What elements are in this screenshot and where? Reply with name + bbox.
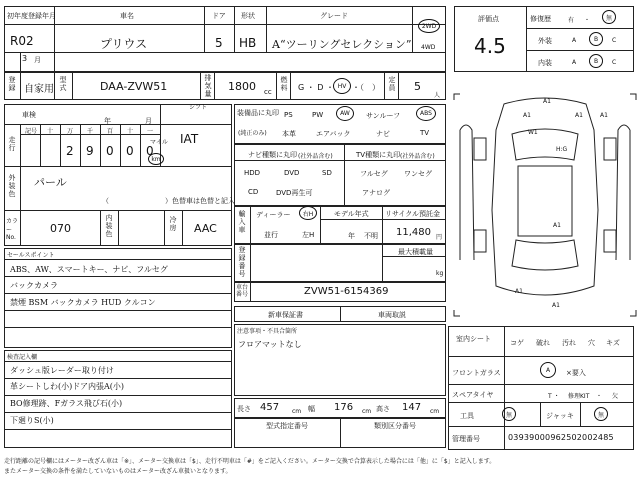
reg-value: 自家用 [24,84,54,95]
max-load-label: 最大積載量 [398,248,433,256]
drive-2wd-circled: 2WD [418,19,440,33]
glass-label: フロントガラス [452,369,501,377]
navi-item: SD [322,169,332,177]
ext-grade-b-circled: B [589,32,603,46]
spare-item: T ・ [548,393,560,400]
first-reg-month: 3 [22,54,28,63]
inspector-line: 下廻りS(小) [10,416,54,425]
equipment-subtitle: (純正のみ) [238,130,267,137]
tools-label: 工具 [460,412,474,420]
mileage-unit-2: 万 [67,128,74,135]
month-unit: 月 [34,56,41,64]
height-value: 147 [402,402,422,413]
import-parallel: 並行 [264,231,278,239]
tv-suffix: (社外品含む) [400,153,435,160]
first-reg-year: R02 [10,34,34,48]
mileage-digit: 0 [126,144,134,158]
int-grade-b-circled: B [589,54,603,68]
int-grade-c: C [612,59,617,66]
interior-label: 内装色 [105,214,113,238]
damage-mark: W1 [528,129,538,136]
import-label: 輸入車 [238,210,246,234]
mgmt-value: 03939000962502002485 [508,433,614,442]
shape-value: HB [239,36,257,50]
inspector-line: BO修理跡、Fガラス飛び石(小) [10,399,123,408]
spare-item: 欠 [612,393,619,400]
equip-pw: PW [312,111,324,119]
inspector-label: 検査記入欄 [7,354,38,361]
inspector-line: ダッシュ版レーダー取り付け [10,366,114,375]
shape-label: 形状 [241,12,255,20]
capacity-unit: 人 [434,92,441,99]
import-left: 左H [302,231,315,239]
mileage-label: 走行 [8,136,16,152]
equip-abs-circled: ABS [416,106,436,121]
notes-label: 注意事項・不具合箇所 [237,328,298,335]
equip-leather: 本革 [282,130,296,138]
int-grade-a: A [572,59,577,66]
exterior-value: パール [34,176,67,189]
tv-label: TV種類に丸印 [356,151,401,159]
recycle-value: 11,480 [396,227,431,238]
navi-item: DVD [284,169,300,177]
frame-num-value: ZVW51-6154369 [304,286,389,297]
model-year-label: モデル年式 [334,210,369,218]
damage-mark: A1 [543,98,551,105]
mileage-digit: 9 [86,144,94,158]
navi-suffix: (社外品含む) [298,153,333,160]
spare-item: ・ [596,393,603,400]
disp-value: 1800 [228,80,256,93]
jack-none-circled: 無 [594,407,608,421]
sales-line: 禁煙 BSM バックカメラ HUD クルコン [10,298,156,307]
int-label: 内装 [538,59,552,67]
tv-item: ワンセグ [404,170,432,178]
km-circled: km [148,153,164,165]
capacity-value: 5 [414,80,421,93]
tv-item: アナログ [362,189,390,197]
inspection-month: 月 [145,117,152,125]
sales-label: セールスポイント [7,252,55,259]
mgmt-label: 管理番号 [452,435,480,443]
damage-mark: A1 [553,222,561,229]
drive-4wd: 4WD [421,44,436,51]
damage-mark: A1 [552,302,560,309]
first-reg-label: 初年度登録年月 [7,12,56,20]
reg-label: 登録 [8,76,16,92]
inspection-label: 車検 [22,111,36,119]
mileage-unit-3: 千 [87,128,94,135]
damage-mark: A1 [515,288,523,295]
import-dealer: ディーラー [256,211,291,219]
mileage-unit-0: 記号 [25,128,38,135]
mileage-digit: 2 [66,144,74,158]
grade-value: A“ツーリングセレクション” [272,38,412,51]
exterior-label: 外装色 [8,174,16,198]
width-unit: cm [362,408,372,415]
room-item: コゲ [510,339,524,347]
equip-tv: TV [420,129,430,137]
disp-label: 排気量 [204,74,212,98]
fuel-label: 燃料 [280,76,288,92]
height-unit: cm [430,408,440,415]
shift-value: IAT [180,132,199,146]
repair-label: 修復歴 [530,15,551,23]
recycle-label: リサイクル預託金 [385,210,441,218]
footer-line-1: 走行距離の記号欄にはメーター改ざん車は「※」、メーター交換車は「$」、走行不明車は「#」をご記入ください。メーター交換で合算表示した場合には「他」に「$」と記入します。 [4,458,496,465]
fuel-hv-circled: HV [333,78,351,94]
glass-x: ×要入 [566,369,586,377]
ac-label: 冷房 [169,216,177,232]
width-label: 幅 [308,405,315,413]
mileage-digit: 0 [106,144,114,158]
damage-mark: H:G [556,146,568,153]
exterior-change-note: （ ）色替車は色替と記入 [102,197,235,205]
navi-item: DVD再生可 [276,189,313,197]
sales-line: ABS、AW、スマートキー、ナビ、フルセグ [10,265,168,274]
capacity-label: 定員 [388,76,396,92]
type-label: 型式 [59,76,67,92]
model-year-year: 年 [348,232,355,240]
navi-item: HDD [244,169,261,177]
score-value: 4.5 [474,34,506,58]
mileage-digit: 0 [146,144,154,158]
fuel-options: G ・ D ・ [298,83,334,92]
model-name: プリウス [100,37,148,51]
doors-value: 5 [215,36,223,50]
equip-sunroof: サンルーフ [366,112,401,120]
length-label: 長さ [237,405,251,413]
ext-grade-a: A [572,37,577,44]
equipment-title: 装備品に丸印 [237,109,279,117]
glass-a-circled: A [540,362,556,378]
room-item: 破れ [536,339,550,347]
class-label: 類別区分番号 [374,422,416,430]
room-item: 穴 [588,339,595,347]
tv-item: フルセグ [360,170,388,178]
ext-grade-c: C [612,37,617,44]
score-label: 評価点 [478,15,499,23]
navi-item: CD [248,188,259,196]
inspection-year: 年 [104,117,111,125]
sales-line: バックカメラ [10,281,58,290]
width-value: 176 [334,402,354,413]
mileage-unit-5: 十 [127,128,134,135]
damage-mark: A1 [600,112,608,119]
room-seat-label: 室内シート [456,335,491,343]
mileage-unit-1: 十 [47,128,54,135]
equip-aw-circled: AW [336,106,354,121]
equip-airbag: エアバック [316,130,351,138]
repair-no-circled: 無 [602,10,616,24]
color-no-label: カラーNo. [6,218,19,241]
shift-label: シフト [189,104,208,111]
grade-label: グレード [320,12,348,20]
disp-unit: cc [264,88,272,96]
model-year-value: 不明 [364,232,378,240]
color-no-value: 070 [50,222,71,235]
height-label: 高さ [376,405,390,413]
mileage-unit-6: 一 [147,128,154,135]
doors-label: ドア [212,12,226,20]
equip-ps: PS [284,111,293,119]
type-value: DAA-ZVW51 [100,80,168,93]
room-item: 汚れ [562,339,576,347]
reg-num-label: 登録番号 [238,246,246,278]
type-cert-label: 型式指定番号 [266,422,308,430]
ext-label: 外装 [538,37,552,45]
damage-mark: A1 [575,112,583,119]
repair-yes: 有 [568,17,575,24]
length-value: 457 [260,402,280,413]
recycle-unit: 円 [436,234,443,241]
equip-navi: ナビ [376,130,390,138]
frame-num-label: 車台番号 [236,284,249,298]
mile-label: マイル [150,139,168,146]
footer-line-2: またメーター交換の条件を満たしていないものはメーター改ざん車扱いとなります。 [4,468,232,475]
import-right-circled: 右H [299,206,317,220]
mileage-unit-4: 百 [107,128,114,135]
model-label: 車名 [120,12,134,20]
tools-none-circled: 無 [502,407,516,421]
inspector-line: 革シートしわ(小)ドア内張A(小) [10,382,125,391]
new-car-warranty-label: 新車保証書 [268,311,303,319]
length-unit: cm [292,408,302,415]
ac-value: AAC [194,222,217,235]
damage-mark: A1 [523,112,531,119]
auction-sheet: 初年度登録年月 R02 3 月 車名 プリウス ドア 5 形状 HB グレード A“ツーリングセレクション” 2WD 4WD 登録 自家用 型式 DAA-ZVW51 排気量 1800 cc 燃料 G ・ D ・ HV ・（ ） 定員 5 人 車検 年 月 シフト IAT 走行 記号 十 万 千 百 十 一 2 9 0 0 0 マイル km 外装色 パール （ ）色替車は色替と記入 カラーNo. 070 内装色 冷房 AAC セールスポイント ABS、AW、スマートキー、ナビ、フルセグ バックカメラ 禁煙 BSM バックカメラ HUD クルコン 検査記入欄 ダッシュ版レーダー取り付け 革シートしわ(小)ドア内張A(小) BO修理跡、Fガラス飛び石(小) 下廻りS(小) 装備品に丸印 (純正のみ) PS PW AW サンルーフ ABS 本革 エアバック ナビ TV ナビ種類に丸印 (社外品含む) HDD DVD SD CD DVD再生可 TV種類に丸印 (社外品含む) フルセグ ワンセグ アナログ 輸入車 ディーラー 並行 右H 左H モデル年式 年 不明 リサイクル預託金 11,480 円 登録番号 最大積載量 kg 車台番号 ZVW51-6154369 新車保証書 車両取説 注意事項・不具合箇所 フロアマットなし 長さ 457 cm 幅 176 cm 高さ 147 cm 型式指定番号 類別区分番号 評価点 4.5 修復歴 有 ・ 無 外装 A B C 内装 A B C A1 A1 A1 A1 W1 H:G A1 A1 A1 室内シート コゲ 破れ 汚れ 穴 キズ フロントガラス A ×要入 スペアタイヤ T ・ 修理KIT ・ 欠 工具 無 ジャッキ 無 管理番号 03939000962502002485 走行距離の記号欄にはメーター改ざん車は「※」、メーター交換車は「$」、走行不明車は「#」をご記入ください。メーター交換で合算表示した場合には「他」に「$」と記入します。 またメーター交換の条件を満たしていないものはメーター改ざん車扱いとなります。 [0,0,640,480]
max-load-unit: kg [436,270,444,277]
room-item: キズ [606,339,620,347]
notes-value: フロアマットなし [238,340,302,349]
jack-label: ジャッキ [546,412,574,420]
manual-label: 車両取説 [378,311,406,319]
fuel-tail: ・（ ） [352,83,380,92]
navi-label: ナビ種類に丸印 [248,151,297,159]
spare-item: 修理KIT [568,393,590,400]
spare-label: スペアタイヤ [452,391,494,399]
car-diagram [452,90,638,320]
